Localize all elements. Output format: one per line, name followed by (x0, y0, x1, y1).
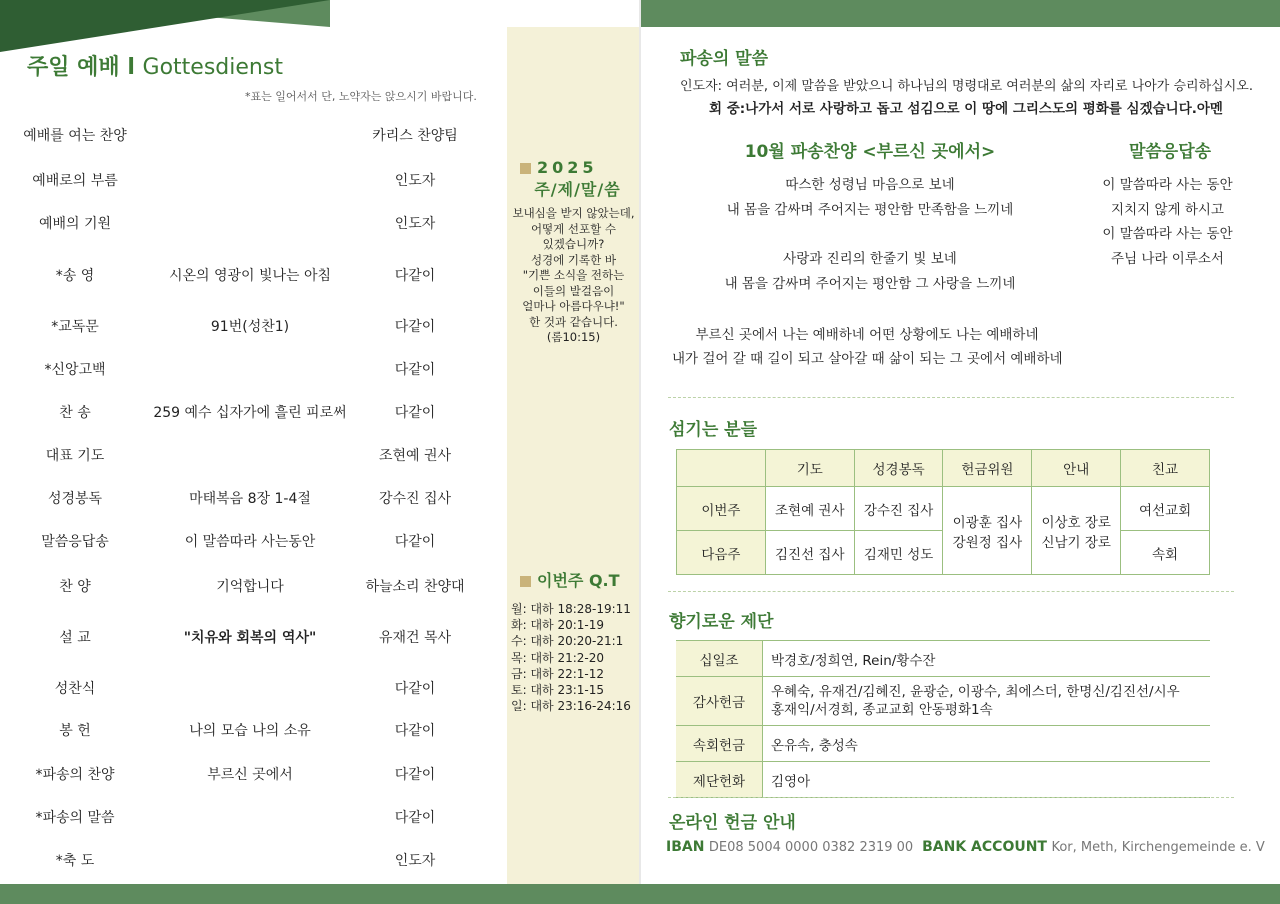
order-detail: 시온의 영광이 빛나는 아침 (168, 268, 332, 284)
order-item: *송 영 (55, 268, 95, 284)
response-line: 지치지 않게 하시고 (1111, 202, 1224, 218)
divider (668, 797, 1234, 798)
offering-member: 이광훈 집사 (952, 514, 1023, 531)
servers-title: 섬기는 분들 (669, 420, 758, 440)
song-line: 내 몸을 감싸며 주어지는 평안함 만족함을 느끼네 (726, 202, 1014, 218)
qt-line: 일: 대하 23:16-24:16 (511, 699, 631, 714)
order-row (0, 764, 500, 784)
bottom-band (0, 884, 1280, 904)
order-leader: 다같이 (394, 810, 436, 826)
order-leader: 하늘소리 찬양대 (365, 579, 465, 595)
order-item: 예배로의 부름 (32, 173, 118, 189)
order-item: 찬 송 (59, 405, 91, 421)
table-cell (943, 487, 1032, 575)
order-row (0, 213, 500, 233)
song-title: 10월 파송찬양 <부르신 곳에서> (744, 142, 996, 162)
order-leader: 다같이 (394, 362, 436, 378)
offering-value: 박경호/정희연, Rein/황수잔 (763, 641, 1211, 677)
order-item: *축 도 (55, 853, 95, 869)
order-item: 예배의 기원 (38, 216, 112, 232)
qt-header (520, 568, 620, 591)
servers-table (676, 449, 1210, 575)
sending-leader: 인도자: 여러분, 이제 말씀을 받았으니 하나님의 명령대로 여러분의 삶의 자리로 나아가 승리하십시오. (680, 79, 1253, 94)
table-cell: 여선교회 (1121, 487, 1210, 531)
standing-note: *표는 일어서서 단, 노약자는 앉으시기 바랍니다. (245, 90, 477, 103)
theme-line: 보내심을 받지 않았는데, (512, 206, 635, 220)
order-detail: 나의 모습 나의 소유 (189, 723, 311, 739)
response-title: 말씀응답송 (1128, 142, 1212, 162)
qt-line: 토: 대하 23:1-15 (511, 683, 604, 698)
order-item: 설 교 (59, 630, 91, 646)
order-row (0, 807, 500, 827)
order-leader: 인도자 (394, 853, 436, 869)
offering-member: 강원정 집사 (952, 534, 1023, 551)
offering-label: 감사헌금 (676, 677, 763, 726)
order-item: *신앙고백 (44, 362, 106, 378)
bank-info (666, 839, 1265, 855)
offering-label: 십일조 (676, 641, 763, 677)
table-row (677, 450, 1210, 487)
table-cell: 김재민 성도 (854, 531, 943, 575)
order-row (0, 445, 500, 465)
table-row (676, 641, 1210, 677)
table-cell: 강수진 집사 (854, 487, 943, 531)
order-leader: 조현예 권사 (378, 448, 452, 464)
usher-member: 신남기 장로 (1041, 534, 1111, 551)
theme-line: (롬10:15) (546, 330, 601, 344)
offering-value: 김영아 (763, 762, 1211, 798)
order-row (0, 359, 500, 379)
song-line: 따스한 성령님 마음으로 보네 (785, 177, 955, 193)
theme-verse (507, 206, 640, 346)
order-leader: 다같이 (394, 767, 436, 783)
order-item: *파송의 찬양 (35, 767, 115, 783)
table-cell (1032, 487, 1121, 575)
table-cell: 속회 (1121, 531, 1210, 575)
order-row (0, 531, 500, 551)
bank-value: Kor, Meth, Kirchengemeinde e. V (1051, 840, 1265, 855)
order-leader: 인도자 (394, 216, 436, 232)
response-line: 이 말씀따라 사는 동안 (1102, 226, 1233, 242)
order-row (0, 488, 500, 508)
offerings-table (676, 640, 1210, 798)
worship-title-ko: 주일 예배 l (27, 55, 135, 80)
qt-line: 월: 대하 18:28-19:11 (511, 602, 631, 616)
sending-congregation: 회 중:나가서 서로 사랑하고 돕고 섬김으로 이 땅에 그리스도의 평화를 심겠습니다.아멘 (709, 101, 1223, 117)
order-row (0, 265, 500, 285)
order-leader: 다같이 (394, 723, 436, 739)
order-row (0, 678, 500, 698)
order-detail: "치유와 회복의 역사" (183, 630, 317, 646)
theme-line: 얼마나 아름다우냐!" (522, 299, 625, 313)
table-row (676, 726, 1210, 762)
theme-line: 이들의 발걸음이 (532, 283, 615, 298)
row-label: 이번주 (677, 487, 766, 531)
order-leader: 다같이 (394, 681, 436, 697)
order-leader: 인도자 (394, 173, 436, 189)
offering-value: 온유속, 충성속 (763, 726, 1211, 762)
song-line: 내 몸을 감싸며 주어지는 평안함 그 사랑을 느끼네 (724, 276, 1016, 292)
table-row (676, 762, 1210, 798)
qt-line: 목: 대하 21:2-20 (511, 650, 604, 665)
table-cell: 조현예 권사 (765, 487, 854, 531)
order-item: 말씀응답송 (41, 534, 109, 550)
order-leader: 다같이 (394, 319, 436, 335)
order-leader: 다같이 (394, 534, 436, 550)
response-line: 주님 나라 이루소서 (1111, 251, 1224, 267)
table-header: 친교 (1121, 450, 1210, 487)
order-leader: 카리스 찬양팀 (372, 128, 458, 144)
table-cell: 김진선 집사 (765, 531, 854, 575)
theme-title: 주/제/말/씀 (534, 180, 621, 199)
order-item: 성찬식 (54, 681, 96, 697)
qt-title: 이번주 Q.T (537, 571, 620, 590)
worship-title-de: Gottesdienst (142, 55, 283, 80)
offerings-title: 향기로운 제단 (669, 612, 774, 632)
order-leader: 유재건 목사 (378, 630, 452, 646)
divider (668, 397, 1234, 398)
song-line: 내가 걸어 갈 때 길이 되고 살아갈 때 삶이 되는 그 곳에서 예배하네 (672, 351, 1063, 367)
song-line: 부르신 곳에서 나는 예배하네 어떤 상황에도 나는 예배하네 (695, 327, 1039, 343)
order-row (0, 627, 500, 647)
offering-label: 제단헌화 (676, 762, 763, 798)
theme-line: "기쁜 소식을 전하는 (522, 268, 625, 282)
usher-member: 이상호 장로 (1041, 514, 1111, 531)
offering-value-line: 우혜숙, 유재건/김혜진, 윤광순, 이광수, 최에스더, 한명신/김진선/시우 (771, 684, 1180, 700)
table-header: 기도 (765, 450, 854, 487)
table-row (677, 487, 1210, 531)
table-header: 안내 (1032, 450, 1121, 487)
order-detail: 마태복음 8장 1-4절 (189, 491, 311, 507)
qt-line: 수: 대하 20:20-21:1 (511, 634, 624, 649)
page-fold (639, 0, 641, 904)
theme-year: 2025 (537, 158, 598, 177)
iban-label: IBAN (666, 839, 705, 855)
table-row (676, 677, 1210, 726)
qt-list (511, 601, 631, 714)
order-leader: 강수진 집사 (378, 491, 452, 507)
song-line: 사랑과 진리의 한줄기 빛 보네 (783, 251, 957, 267)
bank-label: BANK ACCOUNT (922, 839, 1047, 855)
divider (668, 591, 1234, 592)
square-icon (520, 576, 531, 587)
order-row (0, 576, 500, 596)
order-item: 봉 헌 (59, 723, 91, 739)
order-item: 대표 기도 (45, 448, 105, 464)
table-header: 헌금위원 (943, 450, 1032, 487)
order-row (0, 170, 500, 190)
table-header: 성경봉독 (854, 450, 943, 487)
worship-title (27, 50, 283, 81)
theme-line: 있겠습니까? (542, 237, 605, 251)
square-icon (520, 163, 531, 174)
order-item: 예배를 여는 찬양 (23, 128, 127, 144)
row-label: 다음주 (677, 531, 766, 575)
response-line: 이 말씀따라 사는 동안 (1102, 177, 1233, 193)
iban-value: DE08 5004 0000 0382 2319 00 (708, 840, 914, 855)
order-item: *교독문 (51, 319, 99, 335)
order-detail: 기억합니다 (216, 579, 284, 595)
offering-value (763, 677, 1211, 726)
order-detail: 91번(성찬1) (210, 319, 290, 335)
theme-header (520, 158, 635, 200)
order-item: 찬 양 (59, 579, 91, 595)
theme-line: 한 것과 같습니다. (529, 314, 618, 329)
order-row (0, 402, 500, 422)
order-leader: 다같이 (394, 405, 436, 421)
corner-triangle (0, 0, 330, 52)
order-item: 성경봉독 (47, 491, 103, 507)
order-row (0, 720, 500, 740)
sending-title: 파송의 말씀 (680, 49, 769, 69)
order-detail: 부르신 곳에서 (207, 767, 293, 783)
order-row (0, 316, 500, 336)
theme-line: 성경에 기록한 바 (530, 252, 617, 267)
order-item: *파송의 말씀 (35, 810, 115, 826)
order-detail: 이 말씀따라 사는동안 (184, 534, 316, 550)
offering-label: 속회헌금 (676, 726, 763, 762)
online-title: 온라인 헌금 안내 (669, 813, 796, 833)
order-leader: 다같이 (394, 268, 436, 284)
sidebar-panel (507, 27, 640, 884)
qt-line: 금: 대하 22:1-12 (511, 666, 604, 681)
theme-line: 어떻게 선포할 수 (530, 221, 617, 236)
order-row (0, 125, 500, 145)
order-row (0, 850, 500, 870)
offering-value-line: 홍재익/서경희, 종교교회 안동평화1속 (771, 702, 993, 718)
qt-line: 화: 대하 20:1-19 (511, 618, 604, 633)
order-detail: 259 예수 십자가에 흘린 피로써 (153, 405, 347, 421)
